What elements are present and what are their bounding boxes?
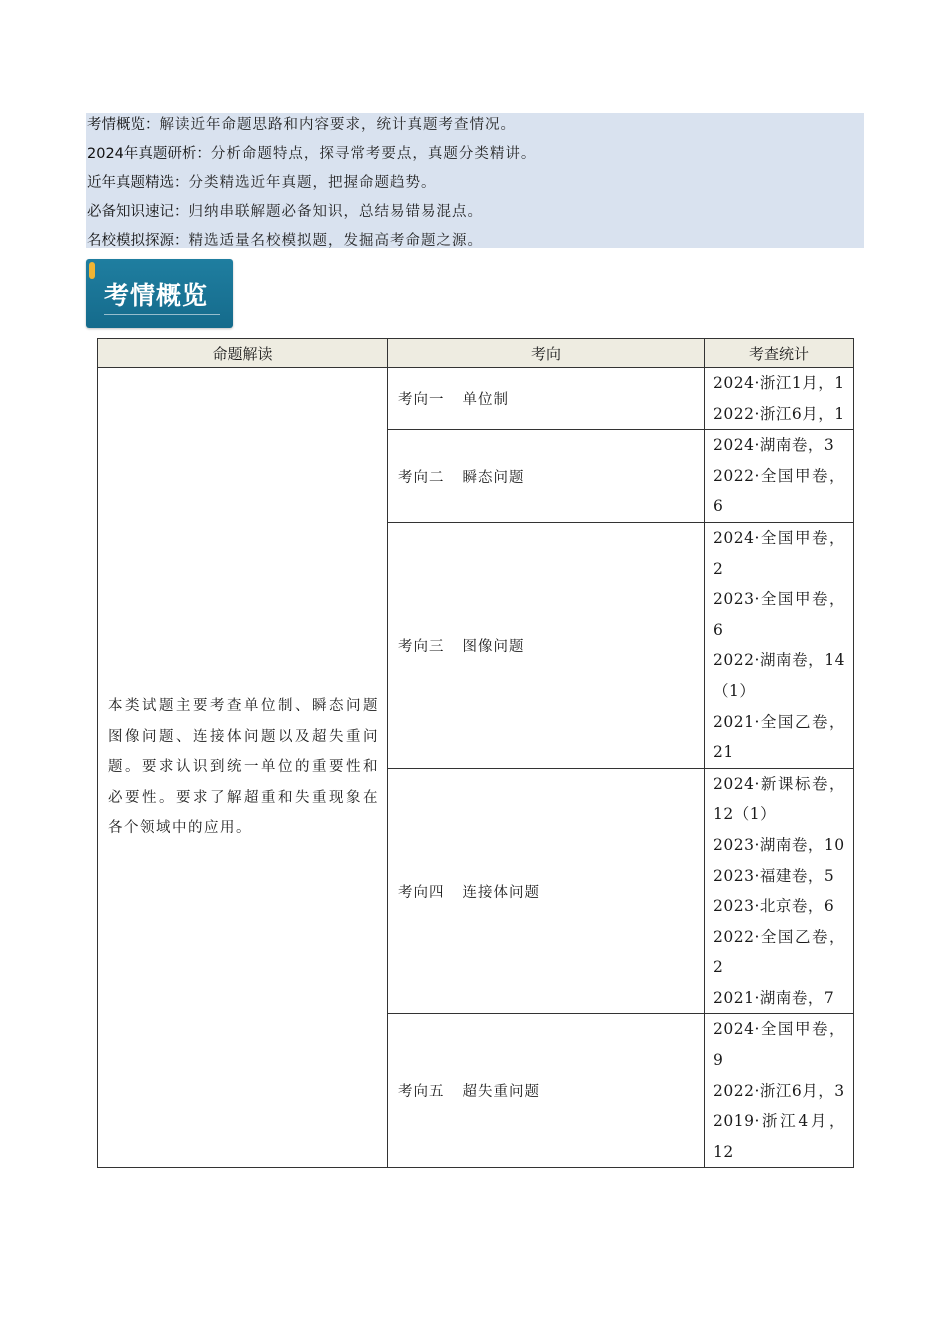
badge-tab-icon xyxy=(89,262,95,279)
intro-label: 必备知识速记： xyxy=(87,204,189,220)
stat-entry: 2024·浙江1月，1 xyxy=(713,374,845,392)
stats-cell xyxy=(705,768,854,1014)
intro-line xyxy=(86,142,864,171)
direction-number: 考向三 xyxy=(398,638,445,655)
summary-cell: 本类试题主要考查单位制、瞬态问题图像问题、连接体问题以及超失重问题。要求认识到统一单位的重要性和必要性。要求了解超重和失重现象在各个领域中的应用。 xyxy=(98,368,388,1168)
direction-number: 考向四 xyxy=(398,884,445,901)
stats-cell xyxy=(705,368,854,430)
stat-entry: 2024·湖南卷，3 xyxy=(713,436,835,455)
section-badge xyxy=(86,259,233,328)
table-header-row xyxy=(98,339,854,368)
direction-cell xyxy=(388,430,705,523)
table-row xyxy=(98,368,854,430)
stat-entry: 2021·湖南卷，7 xyxy=(713,988,835,1007)
direction-number: 考向五 xyxy=(398,1084,445,1101)
intro-text: 归纳串联解题必备知识，总结易错易混点。 xyxy=(188,204,483,220)
stat-entry: 2023·福建卷，5 xyxy=(713,866,835,885)
stat-entry: 2022·全国乙卷，2 xyxy=(713,927,845,977)
intro-label: 2024年真题研析： xyxy=(87,146,211,162)
direction-name: 瞬态问题 xyxy=(462,469,525,486)
stats-cell xyxy=(705,430,854,523)
stat-entry: 2023·北京卷，6 xyxy=(713,897,835,916)
header-direction: 考向 xyxy=(388,339,705,368)
header-interpretation: 命题解读 xyxy=(98,339,388,368)
direction-cell xyxy=(388,522,705,768)
intro-line xyxy=(86,113,864,142)
intro-text: 分析命题特点，探寻常考要点，真题分类精讲。 xyxy=(210,146,537,162)
stat-entry: 2024·全国甲卷，9 xyxy=(713,1020,845,1070)
stat-entry: 2024·全国甲卷，2 xyxy=(713,528,845,578)
header-statistics: 考查统计 xyxy=(705,339,854,368)
direction-cell xyxy=(388,368,705,430)
direction-name: 单位制 xyxy=(462,392,509,409)
badge-underline xyxy=(104,314,220,315)
intro-line xyxy=(86,200,864,229)
exam-stats-table xyxy=(97,338,854,1168)
direction-number: 考向二 xyxy=(398,469,445,486)
stat-entry: 2022·浙江6月，1 xyxy=(713,404,845,423)
intro-line xyxy=(86,171,864,200)
direction-number: 考向一 xyxy=(398,392,445,409)
direction-name: 连接体问题 xyxy=(462,884,540,901)
stats-cell xyxy=(705,1014,854,1168)
stat-entry: 2022·浙江6月，3 xyxy=(713,1081,845,1100)
direction-cell xyxy=(388,1014,705,1168)
intro-text: 分类精选近年真题，把握命题趋势。 xyxy=(188,175,437,191)
section-badge-title: 考情概览 xyxy=(104,281,209,310)
intro-text: 解读近年命题思路和内容要求，统计真题考查情况。 xyxy=(159,117,516,133)
direction-name: 图像问题 xyxy=(462,638,525,655)
intro-text: 精选适量名校模拟题，发掘高考命题之源。 xyxy=(188,233,483,249)
stat-entry: 2021·全国乙卷，21 xyxy=(713,712,845,762)
stat-entry: 2023·湖南卷，10 xyxy=(713,835,845,854)
intro-label: 考情概览： xyxy=(87,117,160,133)
stats-cell xyxy=(705,522,854,768)
stat-entry: 2022·全国甲卷，6 xyxy=(713,466,845,516)
stat-entry: 2019·浙江4月，12 xyxy=(713,1112,845,1161)
stat-entry: 2023·全国甲卷，6 xyxy=(713,590,845,639)
intro-label: 近年真题精选： xyxy=(87,175,189,191)
intro-label: 名校模拟探源： xyxy=(87,233,189,249)
stat-entry: 2024·新课标卷，12（1） xyxy=(713,774,845,824)
intro-line xyxy=(86,229,864,258)
stat-entry: 2022·湖南卷，14（1） xyxy=(713,651,845,700)
direction-cell xyxy=(388,768,705,1014)
direction-name: 超失重问题 xyxy=(462,1084,540,1101)
intro-panel xyxy=(86,113,864,248)
